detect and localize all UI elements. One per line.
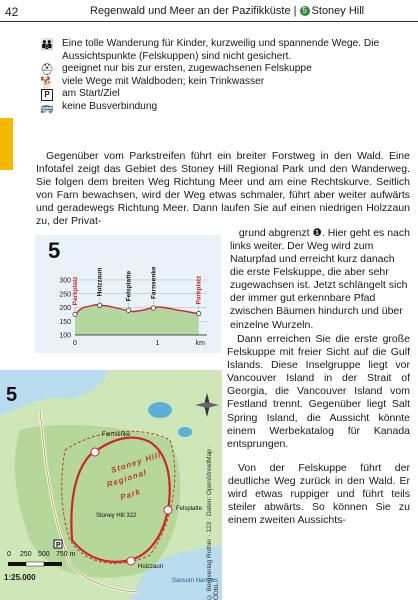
info-text: Eine tolle Wanderung für Kinder, kurzweilig und spannende Wege. Die Aussichtspunkte (Felskuppen) sind nicht gesichert. — [62, 38, 380, 62]
x-tick-label: 1 — [155, 340, 160, 347]
info-text: keine Busverbindung — [62, 100, 158, 112]
map-label-sansum-narrows: Sansum Narrows — [172, 578, 219, 584]
route-badge: 5 — [300, 6, 310, 16]
waypoint-label: Felsplatte — [125, 270, 133, 302]
y-tick-label: 100 — [59, 332, 71, 340]
scale-ratio: 1:25.000 — [4, 573, 36, 582]
x-tick-label: 0 — [73, 340, 77, 347]
waypoint-label: Farnsenke — [150, 266, 158, 300]
waypoint-2-icon — [164, 506, 172, 514]
lake — [148, 402, 172, 418]
profile-route-number: 5 — [48, 238, 61, 263]
waypoint-label: Parkplatz — [195, 275, 203, 305]
elevation-area — [75, 305, 199, 335]
route-map — [0, 370, 222, 600]
y-tick-label: 200 — [59, 305, 71, 312]
map-label-stoney-hill: Stoney Hill 322 — [96, 513, 137, 519]
x-unit-label: km — [195, 340, 205, 347]
paragraph-intro: Gegenüber vom Parkstreifen führt ein breiter Forstweg in den Wald. Eine Infotafel zeigt das Gebiet des Stoney Hill Regional Park und den Wanderweg. Sie folgen dem breiten Weg Richtung Meer und am eine Rechtskurve. Seitlich von Farn bewachsen, wird der Weg etwas schmaler, führt aber weiter aufwärts und geradewegs Richtung Meer. Dann laufen Sie auf einen niedrigen Holzzaun zu, der Privat- — [36, 150, 410, 228]
scale-tick: 500 — [38, 551, 50, 558]
waypoint-marker — [197, 311, 201, 315]
waypoint-label: Parkplatz — [72, 276, 79, 306]
info-text: am Start/Ziel — [62, 88, 120, 100]
dog-icon: 🐕 — [40, 76, 54, 89]
waypoint-marker — [73, 312, 77, 316]
svg-text:P: P — [56, 542, 61, 549]
page-header — [0, 0, 418, 26]
scale-tick: 750 m — [56, 551, 76, 558]
info-row-dog — [38, 76, 410, 89]
info-row-bus — [38, 101, 410, 114]
running-head — [90, 5, 364, 17]
map-label-holzzaun: Holzzaun — [138, 564, 164, 570]
info-list — [38, 38, 410, 114]
waypoint-1-icon — [127, 557, 135, 565]
info-row-stroller — [38, 63, 410, 76]
map-label-farnsenke: Farnsenke — [102, 432, 131, 438]
info-text: geeignet nur bis zur ersten, zugewachsenen Felskuppe — [62, 63, 312, 75]
elevation-chart — [35, 235, 221, 353]
scale-tick: 0 — [7, 551, 11, 558]
map-credit: © Bergverlag Rother · 123 · Daten: OpenStreetMap · ODbL — [206, 445, 220, 600]
paragraph-viewpoint: Dann erreichen Sie die erste große Felskuppe mit freier Sicht auf die Gulf Islands. Diese Inselgruppe liegt vor Vancouver Island in der Strait of Georgia, die Vancouver Island vom Festland trennt. Gegenüber liegt Salt Spring Island, die Aussicht könnte einem Werbekatalog für Kanada entsprungen. — [227, 333, 410, 450]
map-label-felsplatte: Felsplatte — [176, 506, 203, 512]
waypoint-3-icon — [91, 448, 99, 456]
elevation-profile — [35, 235, 221, 353]
info-row-parking — [38, 88, 410, 101]
route-name: Stoney Hill — [311, 5, 365, 17]
parking-icon: P — [41, 89, 53, 101]
scale-segment — [26, 562, 44, 566]
waypoint-marker — [98, 303, 102, 307]
scale-segment — [44, 562, 62, 566]
paragraph-descent: Von der Felskuppe führt der deutliche Weg zurück in den Wald. Er wird etwas ruppiger und führt teils steiler abwärts. So können Sie zu einem zweiten Aussichts- — [228, 462, 410, 527]
chapter-title: Regenwald und Meer an der Pazifikküste | — [90, 5, 297, 17]
park-name-line-1: Stoney Hill — [109, 450, 163, 475]
pond — [178, 427, 192, 437]
waypoint-label: Holzzaun — [96, 267, 104, 297]
park-name-line-2: Regional — [105, 467, 149, 490]
family-icon: 👪 — [40, 39, 54, 51]
y-tick-label: 150 — [59, 318, 71, 326]
stroller-icon: ⛑ — [40, 64, 54, 77]
map-route-number: 5 — [6, 384, 18, 406]
park-name-line-3: Park — [119, 486, 143, 503]
paragraph-trail: links weiter. Der Weg wird zum Naturpfad und erreicht kurz danach die erste Felskuppe, die aber sehr zugewachsen ist. Jetzt schlängelt sich der immer gut erkennbare Pfad zwischen Bäumen hindurch und über einzelne Wurzeln. — [230, 240, 408, 331]
waypoint-marker — [126, 308, 130, 312]
compass-icon — [195, 393, 219, 417]
bus-icon: 🚌 — [40, 101, 54, 114]
page-number: 42 — [5, 5, 19, 19]
waypoint-marker — [151, 306, 155, 310]
paragraph-intro-continued: grund abgrenzt ❶. Hier geht es nach — [238, 227, 410, 239]
y-tick-label: 250 — [59, 291, 71, 299]
y-tick-label: 300 — [59, 277, 71, 285]
scale-segment — [8, 562, 26, 566]
scale-tick: 250 — [20, 551, 32, 558]
info-row-family — [38, 38, 410, 63]
header-rule — [0, 21, 418, 22]
chapter-tab-marker — [0, 118, 13, 170]
info-text: viele Wege mit Waldboden; kein Trinkwasser — [62, 75, 265, 87]
